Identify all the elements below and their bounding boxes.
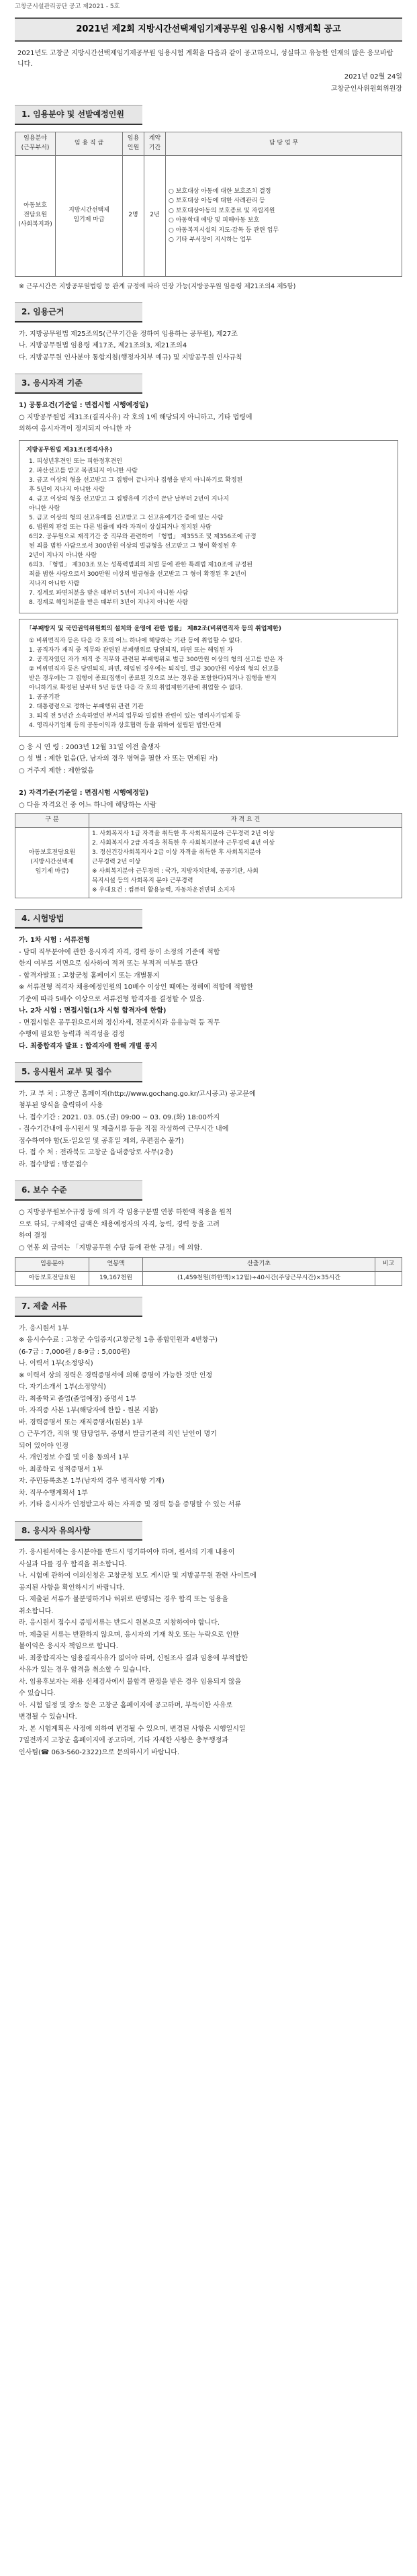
- s4-line: 수행에 필요한 능력과 적격성을 검정: [19, 1031, 125, 1039]
- s8-item: 불이익은 응시자 책임으로 합니다.: [19, 1643, 118, 1651]
- s3-common: ○ 지방공무원법 제31조(결격사유) 각 호의 1에 해당되지 아니하고, 기타 법령에: [19, 413, 252, 421]
- box1-item: 1. 피성년후견인 또는 피한정후견인: [29, 458, 122, 466]
- s8-item: 가. 응시원서에는 응시분야를 반드시 명기하여야 하며, 원서의 기재 내용이: [19, 1549, 235, 1557]
- section-4-heading: 4. 시험방법: [15, 909, 142, 929]
- s7-item: 되어 있어야 인정: [19, 1442, 68, 1450]
- intro-text: 2021년도 고창군 지방시간선택제임기제공무원 임용시험 계획을 다음과 같이 공고하오니, 성실하고 유능한 인재의 많은 응모바랍니다.: [17, 50, 393, 68]
- s7-item: (6-7급 : 7,000원 / 8-9급 : 5,000원): [19, 1348, 130, 1356]
- qual-req: 3. 정신건강사회복지사 2급 이상 자격을 취득한 후 사회복지분야: [92, 849, 261, 857]
- s3-sub1: 1) 공통요건(기준일 : 면접시험 시행예정일): [19, 402, 149, 410]
- duty-item: ○ 기타 부서장이 지시하는 업무: [169, 236, 252, 243]
- duty-item: ○ 아동학대 예방 및 피해아동 보호: [169, 217, 260, 224]
- qual-col-type: 구 분: [15, 814, 89, 828]
- notice-org: 고창군인사위원회위원장: [330, 85, 402, 93]
- s4-line: - 면접시험은 공무원으로서의 정신자세, 전문지식과 응용능력 등 직무: [19, 1019, 220, 1027]
- pay-col: 산출기초: [143, 1258, 375, 1272]
- section-5-heading: 5. 응시원서 교부 및 접수: [15, 1062, 142, 1082]
- cell-term: 2년: [144, 155, 166, 276]
- box2-item: 아니하기로 확정된 날부터 5년 동안 다음 각 호의 취업제한기관에 취업할 수 없다.: [29, 685, 243, 692]
- s7-item: 가. 응시원서 1부: [19, 1324, 68, 1332]
- s8-item: 나. 시험에 관하여 이의신청은 고창군청 보도 게시판 및 지방공무원 관련 사이트에: [19, 1572, 257, 1580]
- s8-item: 7일전까지 고창군 홈페이지에 공고하며, 기타 자세한 사항은 총무행정과: [19, 1737, 228, 1745]
- s7-item: 카. 기타 응시자가 인정받고자 하는 자격증 및 경력 등을 증명할 수 있는 서류: [19, 1501, 242, 1509]
- s3-sub2-note: ○ 다음 자격요건 중 어느 하나에 해당하는 사람: [19, 801, 156, 809]
- pay-cell: 아동보호전담요원: [15, 1271, 89, 1285]
- s4-line: ※ 서류전형 적격자 채용예정인원의 10배수 이상인 때에는 정해에 적합에 적합한: [19, 984, 254, 992]
- pay-cell: [375, 1271, 402, 1285]
- box1-item: 6. 법원의 판결 또는 다른 법률에 따라 자격이 상실되거나 정지된 사람: [29, 524, 212, 531]
- page-title: 2021년 제2회 지방시간선택제임기제공무원 임용시험 시행계획 공고: [15, 17, 402, 42]
- s8-item: 사. 임용후보자는 채용 신체검사에서 불합격 판정을 받은 경우 임용되지 않을: [19, 1678, 242, 1686]
- box1-item: 5. 금고 이상의 형의 선고유예를 선고받고 그 선고유예기간 중에 있는 사람: [29, 515, 224, 522]
- box2-item: 4. 영리사기업체 등의 공동이익과 상호협력 등을 위하여 설립된 법인·단체: [29, 722, 222, 729]
- qual-req: 1. 사회복지사 1급 자격을 취득한 후 사회복지분야 근무경력 2년 이상: [92, 830, 275, 838]
- s7-item: 라. 최종학교 졸업(졸업예정) 증명서 1부: [19, 1395, 136, 1403]
- s7-item: 마. 자격증 사본 1부(해당자에 한함 - 원본 지참): [19, 1407, 158, 1415]
- cell-count: 2명: [123, 155, 144, 276]
- s5-line: 접수하여야 함(토·일요일 및 공휴일 제외, 우편접수 불가): [19, 1137, 184, 1145]
- s7-item: 사. 개인정보 수집 및 이용 동의서 1부: [19, 1454, 129, 1462]
- s5-line: 라. 접수방법 : 방문접수: [19, 1160, 89, 1168]
- col-count: 임용 인원: [123, 132, 144, 155]
- box1-item: 3. 금고 이상의 형을 선고받고 그 집행이 끝나거나 집행을 받지 아니하기로 확정된: [29, 477, 243, 484]
- duty-item: ○ 보호대상 아동에 대한 사례관리 등: [169, 198, 265, 205]
- box1-item: 2. 파산선고를 받고 복권되지 아니한 사람: [29, 468, 138, 475]
- s7-item: 바. 경력증명서 또는 재직증명서(원본) 1부: [19, 1418, 143, 1426]
- s7-item: ※ 이력서 상의 경력은 경력증명서에 의해 증명이 가능한 것만 인정: [19, 1371, 213, 1379]
- duty-item: ○ 아동복지시설의 지도·감독 등 관련 업무: [169, 226, 279, 234]
- s3-extra: ○ 거주지 제한 : 제한없음: [19, 767, 94, 775]
- s8-item: 아. 시험 일정 및 장소 등은 고창군 홈페이지에 공고하며, 부득이한 사유로: [19, 1701, 233, 1709]
- pay-col: 연봉액: [89, 1258, 143, 1272]
- s8-item: 사유가 있는 경우 합격을 취소할 수 있습니다.: [19, 1666, 151, 1674]
- s8-item: 취소합니다.: [19, 1607, 54, 1615]
- s2-line: 다. 지방공무원 인사분야 통합지침(행정자치부 예규) 및 지방공무원 인사규칙: [19, 353, 242, 361]
- box1-heading: 지방공무원법 제31조(결격사유): [26, 446, 113, 454]
- s3-sub2: 2) 자격기준(기준일 : 면접시험 시행예정일): [19, 789, 149, 798]
- s8-item: 사실과 다를 경우 합격을 취소합니다.: [19, 1560, 127, 1568]
- qual-req: 근무경력 2년 이상: [92, 859, 141, 866]
- box1-item: 된 죄를 범한 사람으로서 300만원 이상의 벌금형을 선고받고 그 형이 확정된 후: [29, 542, 237, 550]
- qual-reqs: [89, 828, 402, 898]
- notice-number: 고창군시설관리공단 공고 제2021 - 5호: [15, 3, 120, 10]
- qual-req: ※ 사회복지분야 근무경력 : 국가, 지방자치단체, 공공기관, 사회: [92, 867, 259, 875]
- box2-item: 2. 대통령령으로 정하는 부패행위 관련 기관: [29, 703, 144, 710]
- section-8-heading: 8. 응시자 유의사항: [15, 1521, 142, 1541]
- s7-item: ※ 응시수수료 : 고창군 수입증지(고창군청 1층 종합민원과 4번창구): [19, 1336, 218, 1344]
- col-rank: 임 용 직 급: [56, 132, 123, 155]
- s3-common: 의하여 응시자격이 정지되지 아니한 자: [19, 425, 132, 433]
- duty-item: ○ 보호대상아동의 보호종료 및 자립지원: [169, 207, 275, 214]
- s5-line: - 접수기간내에 응시원서 및 제출서류 등을 직접 작성하여 근무시간 내에: [19, 1125, 229, 1133]
- box1-item: 아니한 사람: [29, 505, 60, 513]
- pay-col: 비고: [375, 1258, 402, 1272]
- s7-item: 나. 이력서 1부(소정양식): [19, 1360, 93, 1368]
- box2-item: 2. 공직자였던 자가 재직 중 직무와 관련된 부패행위로 벌금 300만원 이상의 형의 선고를 받은 자: [29, 656, 283, 664]
- cell-duties: [166, 155, 402, 276]
- s8-item: 마. 제출된 서류는 반환하지 않으며, 응시자의 기재 착오 또는 누락으로 인한: [19, 1631, 239, 1639]
- employment-restriction-box: [19, 619, 398, 736]
- s4-line: 다. 최종합격자 발표 : 합격자에 한해 개별 통지: [19, 1042, 158, 1050]
- qual-req: 2. 사회복지사 2급 자격을 취득한 후 사회복지분야 근무경력 4년 이상: [92, 840, 275, 847]
- s4-line: 한지 여부를 서면으로 심사하여 적격 또는 부적격 여부를 판단: [19, 960, 198, 968]
- s3-extra: ○ 성 별 : 제한 없음(단, 남자의 경우 병역을 필한 자 또는 면제된 자): [19, 755, 218, 763]
- box1-item: 6의3. 「형법」 제303조 또는 성폭력범죄의 처벌 등에 관한 특례법 제10조에 규정된: [29, 561, 252, 568]
- box2-item: 3. 퇴직 전 5년간 소속하였던 부서의 업무와 밀접한 관련이 있는 영리사기업체 등: [29, 712, 241, 720]
- section-1-heading: 1. 임용분야 및 선발예정인원: [15, 105, 142, 125]
- s8-item: 자. 본 시험계획은 사정에 의하여 변경될 수 있으며, 변경된 사항은 시행일시일: [19, 1725, 246, 1733]
- s8-item: 변경될 수 있습니다.: [19, 1713, 77, 1721]
- s5-line: 다. 접 수 처 : 전라북도 고창군 읍내중앙로 사무(2층): [19, 1149, 173, 1157]
- s5-line: 나. 접수기간 : 2021. 03. 05.(금) 09:00 ~ 03. 09.(화) 18:00까지: [19, 1113, 220, 1121]
- box1-item: 6의2. 공무원으로 재직기간 중 직무와 관련하여 「형법」 제355조 및 제356조에 규정: [29, 533, 257, 540]
- box1-item: 4. 금고 이상의 형을 선고받고 그 집행유예 기간이 끝난 날부터 2년이 지나지: [29, 496, 229, 503]
- box1-item: 8. 징계로 해임처분을 받은 때부터 3년이 지나지 아니한 사람: [29, 599, 189, 606]
- cell-rank: 지방시간선택제 임기제 마급: [56, 155, 123, 276]
- box2-heading: 「부패방지 및 국민권익위원회의 설치와 운영에 관한 법률」 제82조(비위면직자 등의 취업제한): [26, 626, 281, 633]
- s8-item: 바. 최종합격자는 임용결격사유가 없어야 하며, 신원조사 결과 임용에 부적합한: [19, 1654, 248, 1662]
- notice-date: 2021년 02월 24일: [344, 73, 402, 81]
- s6-line: ○ 지방공무원보수규정 등에 의거 각 임용구분별 연봉 하한액 적용을 원칙: [19, 1209, 232, 1217]
- pay-cell: 19,167천원: [89, 1271, 143, 1285]
- col-term: 계약 기간: [144, 132, 166, 155]
- s4-line: - 담대 직무분야에 관한 응시자격 자격, 경력 등이 소정의 기준에 적합: [19, 948, 220, 956]
- s1-note: ※ 근무시간은 지방공무원법령 등 관계 규정에 따라 연장 가능(지방공무원 임용령 제21조의4 제5항): [19, 282, 296, 290]
- s2-line: 가. 지방공무원법 제25조의5(근무기간을 정하여 임용하는 공무원), 제27조: [19, 330, 238, 338]
- s5-line: 첨부된 양식을 출력하여 사용: [19, 1102, 103, 1110]
- s7-item: 차. 직무수행계획서 1부: [19, 1489, 88, 1497]
- box1-item: 2년이 지나지 아니한 사람: [29, 552, 97, 559]
- qualification-table: [15, 813, 402, 898]
- col-field: 임용분야 (근무부서): [15, 132, 56, 155]
- s7-item: 아. 최종학교 성적증명서 1부: [19, 1465, 103, 1473]
- s6-line: 으로 하되, 구체적인 금액은 채용예정자의 자격, 능력, 경력 등을 고려: [19, 1220, 220, 1228]
- pay-col: 임용분야: [15, 1258, 89, 1272]
- s5-line: 가. 교 부 처 : 고창군 홈페이지(http://www.gochang.go.kr/고시공고) 공고문에: [19, 1090, 256, 1098]
- s7-item: ○ 근무기간, 직위 및 담당업무, 증명서 발급기관의 직인 날인이 명기: [19, 1430, 217, 1439]
- box1-item: 7. 징계로 파면처분을 받은 때부터 5년이 지나지 아니한 사람: [29, 589, 189, 597]
- box2-item: ② 비위면직자 등은 당연퇴직, 파면, 해임된 경우에는 퇴직일, 벌금 300만원 이상의 형의 선고를: [29, 666, 279, 673]
- box2-item: 받은 경우에는 그 집행이 종료(집행이 종료된 것으로 보는 경우를 포함한다)되거나 집행을 받지: [29, 675, 277, 683]
- section-6-heading: 6. 보수 수준: [15, 1180, 142, 1201]
- s4-line: 가. 1차 시험 : 서류전형: [19, 937, 90, 945]
- box2-item: 1. 공직자가 재직 중 직무와 관련된 부패행위로 당연퇴직, 파면 또는 해임된 자: [29, 647, 233, 654]
- s4-line: - 합격자발표 : 고창군청 홈페이지 또는 개별통지: [19, 972, 160, 980]
- positions-table: [15, 132, 402, 277]
- s8-item: 공지된 사항을 확인하시기 바랍니다.: [19, 1584, 125, 1592]
- s8-item: 인사팀(☎ 063-560-2322)으로 문의하시기 바랍니다.: [19, 1748, 180, 1756]
- s6-line: ○ 연봉 외 급여는 「지방공무원 수당 등에 관한 규정」에 의함.: [19, 1244, 203, 1252]
- s4-line: 나. 2차 시험 : 면접시험(1차 시험 합격자에 한함): [19, 1007, 167, 1015]
- qual-req: 복지시설 등의 사회복지 분야 근무경력: [92, 877, 193, 884]
- s8-item: 라. 응시원서 접수시 증빙서류는 반드시 원본으로 지참하여야 합니다.: [19, 1619, 220, 1627]
- box1-item: 후 5년이 지나지 아니한 사람: [29, 486, 105, 494]
- s4-line: 기준에 따라 5배수 이상으로 서류전형 합격자를 결정할 수 있음.: [19, 995, 205, 1003]
- s6-line: 하여 결정: [19, 1232, 47, 1240]
- s2-line: 나. 지방공무원법 임용령 제17조, 제21조의3, 제21조의4: [19, 342, 187, 350]
- qual-req: ※ 우대요건 : 컴퓨터 활용능력, 자동차운전면허 소지자: [92, 886, 236, 894]
- s8-item: 수 있습니다.: [19, 1690, 56, 1698]
- box1-item: 죄를 범한 사람으로서 300만원 이상의 벌금형을 선고받고 그 형이 확정된 후 2년이: [29, 570, 246, 578]
- section-7-heading: 7. 제출 서류: [15, 1297, 142, 1317]
- qual-field: 아동보호전담요원 (지방시간선택제 임기제 마급): [15, 828, 89, 898]
- salary-table: [15, 1257, 402, 1286]
- section-2-heading: 2. 임용근거: [15, 302, 142, 323]
- box2-item: 1. 공공기관: [29, 694, 60, 701]
- s8-item: 다. 제출된 서류가 불분명하거나 허위로 판명되는 경우 합격 또는 임용을: [19, 1596, 228, 1604]
- s7-item: 다. 자기소개서 1부(소정양식): [19, 1383, 106, 1391]
- cell-field: 아동보호 전담요원 (사회복지과): [15, 155, 56, 276]
- box2-item: ① 비위면직자 등은 다음 각 호의 어느 하나에 해당하는 기관 등에 취업할 수 없다.: [29, 638, 242, 645]
- qual-col-req: 자 격 요 건: [89, 814, 402, 828]
- pay-cell: (1,459천원(하한액)×12월)÷40시간(주당근무시간)×35시간: [143, 1271, 375, 1285]
- duty-item: ○ 보호대상 아동에 대한 보호조치 결정: [169, 187, 271, 195]
- col-duties: 담 당 업 무: [166, 132, 402, 155]
- s7-item: 자. 주민등록초본 1부(남자의 경우 병적사항 기재): [19, 1477, 165, 1486]
- disqualification-box: [19, 440, 398, 614]
- s3-extra: ○ 응 시 연 령 : 2003년 12월 31일 이전 출생자: [19, 743, 160, 751]
- box1-item: 지나지 아니한 사람: [29, 580, 80, 587]
- section-3-heading: 3. 응시자격 기준: [15, 374, 142, 394]
